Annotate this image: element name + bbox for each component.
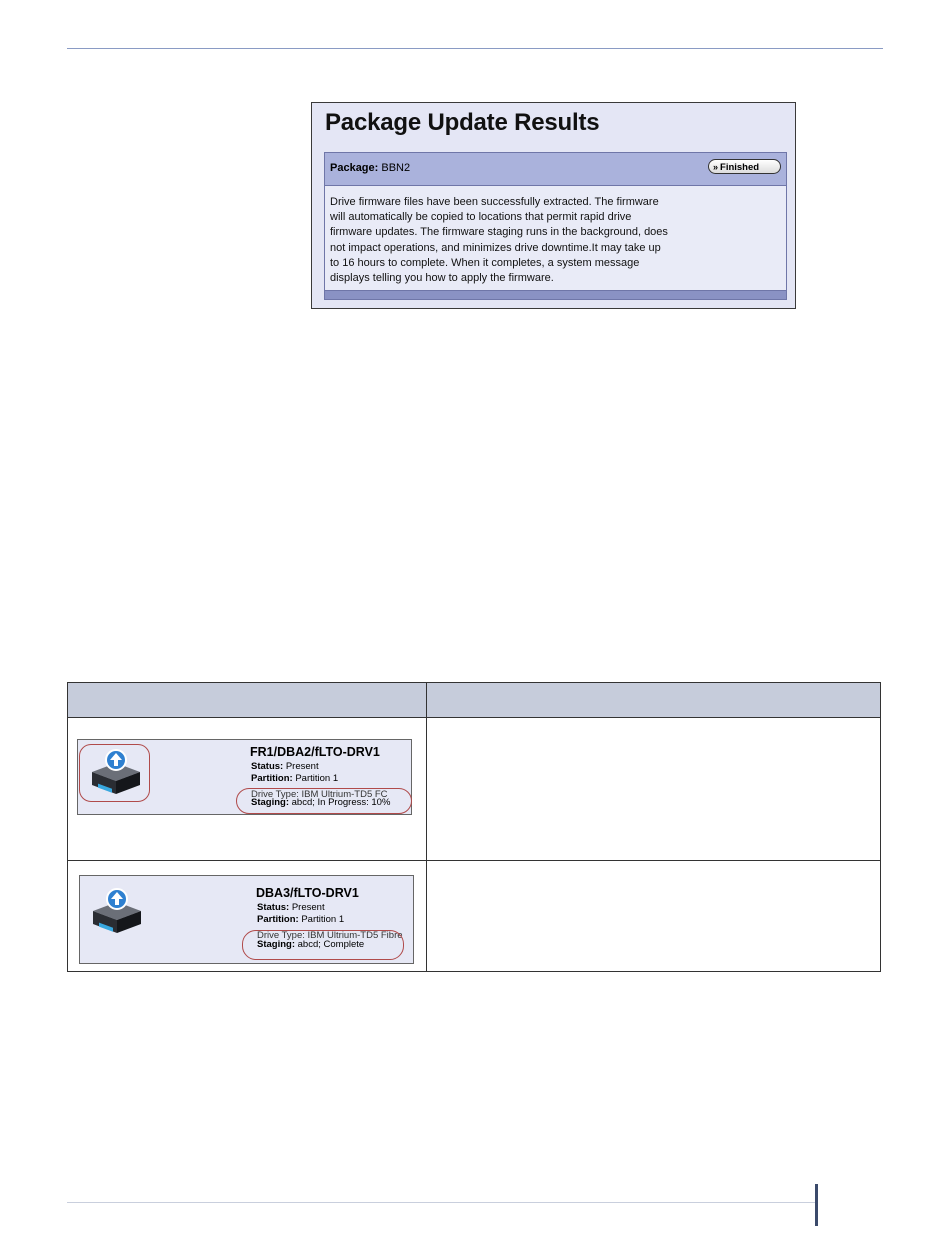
drive-type-truncated: Drive Type: IBM Ultrium-TD5 FC	[251, 789, 388, 800]
staging-label: Staging:	[257, 939, 295, 950]
table-cell-description	[427, 718, 881, 861]
table-header-cell-1	[68, 683, 427, 718]
finished-button[interactable]	[708, 159, 781, 174]
table-cell-drive	[68, 718, 427, 861]
package-panel	[324, 152, 787, 300]
drive-name: DBA3/fLTO-DRV1	[256, 886, 359, 900]
drive-type-truncated: Drive Type: IBM Ultrium-TD5 Fibre	[257, 930, 403, 941]
staging-status-table	[67, 682, 881, 972]
partition-label: Partition:	[251, 773, 293, 784]
double-chevron-right-icon: »	[713, 162, 719, 172]
table-cell-description	[427, 861, 881, 972]
table-cell-drive	[68, 861, 427, 972]
package-panel-footer	[325, 290, 786, 299]
header-rule	[67, 48, 883, 49]
page-marker-bar	[815, 1184, 818, 1226]
page-title: Package Update Results	[325, 109, 600, 136]
package-message: Drive firmware files have been successfully extracted. The firmware will automatically be copied to locations that permit rapid drive firmware updates. The firmware staging runs in the background, does not impact operations, and minimizes drive downtime.It may take up to 16 hours to complete. When it completes, a system message displays telling you how to apply the firmware.	[330, 196, 668, 285]
drive-name: FR1/DBA2/fLTO-DRV1	[250, 745, 380, 759]
drive-status	[251, 761, 319, 772]
drive-card	[79, 875, 414, 964]
partition-value: Partition 1	[295, 773, 339, 784]
drive-upload-icon	[89, 887, 145, 937]
status-label: Status:	[257, 902, 290, 913]
footer-rule	[67, 1202, 815, 1203]
table-row	[68, 861, 881, 972]
staging-value: abcd; Complete	[297, 939, 365, 950]
package-info	[330, 162, 410, 174]
partition-label: Partition:	[257, 914, 299, 925]
drive-upload-icon	[88, 748, 144, 798]
package-value: BBN2	[381, 162, 411, 174]
drive-partition	[257, 914, 344, 925]
status-value: Present	[285, 761, 319, 772]
staging-highlight-oval	[242, 930, 404, 960]
drive-status	[257, 902, 325, 913]
staging-label: Staging:	[251, 797, 289, 808]
package-panel-header	[325, 153, 786, 186]
status-label: Status:	[251, 761, 284, 772]
package-update-results-screenshot	[311, 102, 796, 309]
table-row	[68, 718, 881, 861]
package-label: Package:	[330, 162, 379, 174]
drive-partition	[251, 773, 338, 784]
finished-button-label: Finished	[720, 162, 760, 173]
drive-card	[77, 739, 412, 815]
staging-highlight-oval	[236, 788, 412, 814]
status-value: Present	[291, 902, 325, 913]
partition-value: Partition 1	[301, 914, 345, 925]
staging-value: abcd; In Progress: 10%	[291, 797, 391, 808]
table-header-cell-2	[427, 683, 881, 718]
